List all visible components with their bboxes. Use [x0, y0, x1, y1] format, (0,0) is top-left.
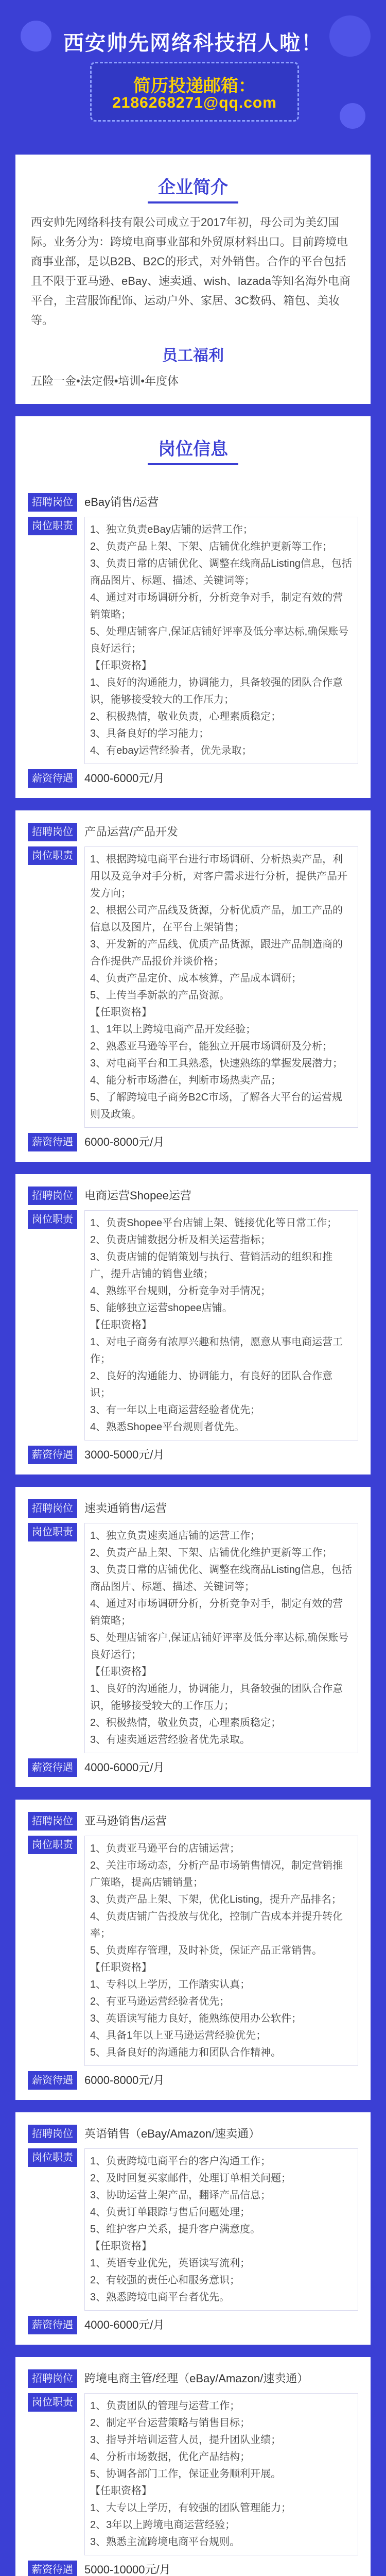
job-duty-text: 1、独立负责速卖通店铺的运营工作； 2、负责产品上架、下架、店铺优化维护更新等工作； 3、负责日常的店铺优化、调整在线商品Listing信息，包括商品图片、标题、描述、关键词等； 4、通过对市场调研分析，分析竞争对手，制定有效的营销策略； 5、处理店铺客户,保证店铺好评率及低分率达标,确保账号良好运行； 【任职资格】 1、良好的沟通能力，协调能力，具备较强的团队合作意识，能够接受较大的工作压力； 2、积极热情，敬业负责，心理素质稳定； 3、有速卖通运营经验者优先录取。	[84, 1523, 358, 1753]
mail-label: 简历投递邮箱：	[133, 76, 256, 96]
job-card	[15, 481, 371, 798]
job-duty-text: 1、根据跨境电商平台进行市场调研、分析热卖产品，利用以及竞争对手分析，对客户需求进行分析，提供产品开发方向； 2、根据公司产品线及货源，分析优质产品，加工产品的信息以及图片，在平台上架销售； 3、开发新的产品线、优质产品货源，跟进产品制造商的合作提供产品报价并谈价格； 4、负责产品定价、成本核算，产品成本调研； 5、上传当季新款的产品资源。 【任职资格】 1、1年以上跨境电商产品开发经验； 2、熟悉亚马逊等平台，能独立开展市场调研及分析； 3、对电商平台和工具熟悉，快速熟练的掌握发展潜力； 4、能分析市场潜在，判断市场热卖产品； 5、了解跨境电子商务B2C市场，了解各大平台的运营规则及政策。	[84, 846, 358, 1128]
job-name-tag: 招聘岗位	[28, 1812, 77, 1831]
job-name-value: 亚马逊销售/运营	[84, 1815, 167, 1827]
welfare-title: 员工福利	[162, 347, 224, 364]
job-salary-value: 4000-6000元/月	[84, 2318, 165, 2331]
job-salary-tag: 薪资待遇	[28, 2561, 77, 2576]
job-duty-tag: 岗位职责	[28, 1836, 77, 1854]
job-duty-text: 1、负责团队的管理与运营工作； 2、制定平台运营策略与销售目标； 3、指导并培训运营人员，提升团队业绩； 4、分析市场数据，优化产品结构； 5、协调各部门工作，保证业务顺利开展。 【任职资格】 1、大专以上学历，有较强的团队管理能力； 2、3年以上跨境电商运营经验； 3、熟悉主流跨境电商平台规则。	[84, 2393, 358, 2555]
divider	[0, 1787, 386, 1800]
job-name-value: 英语销售（eBay/Amazon/速卖通）	[84, 2127, 260, 2140]
mail-box	[90, 62, 299, 122]
divider	[0, 1162, 386, 1174]
divider	[0, 1475, 386, 1487]
job-card	[15, 1174, 371, 1475]
job-duty-text: 1、负责亚马逊平台的店铺运营； 2、关注市场动态，分析产品市场销售情况，制定营销推广策略，提高店铺销量； 3、负责产品上架、下架，优化Listing，提升产品排名； 4、负责店铺广告投放与优化，控制广告成本并提升转化率； 5、负责库存管理，及时补货，保证产品正常销售。 【任职资格】 1、专科以上学历，工作踏实认真； 2、有亚马逊运营经验者优先； 3、英语读写能力良好，能熟练使用办公软件； 4、具备1年以上亚马逊运营经验优先； 5、具备良好的沟通能力和团队合作精神。	[84, 1836, 358, 2066]
decor-circle	[340, 103, 365, 129]
jobs-title: 岗位信息	[148, 435, 238, 465]
jobs-header-card	[15, 416, 371, 481]
job-duty-tag: 岗位职责	[28, 1523, 77, 1541]
job-salary-value: 6000-8000元/月	[84, 2074, 165, 2087]
job-salary-value: 4000-6000元/月	[84, 772, 165, 785]
job-duty-tag: 岗位职责	[28, 2393, 77, 2412]
job-name-value: 跨境电商主管/经理（eBay/Amazon/速卖通）	[84, 2372, 309, 2385]
job-name-tag: 招聘岗位	[28, 823, 77, 841]
job-name-value: 速卖通销售/运营	[84, 1502, 167, 1515]
job-card	[15, 810, 371, 1162]
job-name-value: eBay销售/运营	[84, 496, 159, 509]
mail-value[interactable]: 2186268271@qq.com	[112, 94, 277, 111]
job-duty-tag: 岗位职责	[28, 517, 77, 535]
job-duty-tag: 岗位职责	[28, 1210, 77, 1229]
job-name-tag: 招聘岗位	[28, 493, 77, 512]
job-card	[15, 2112, 371, 2345]
job-salary-value: 4000-6000元/月	[84, 1761, 165, 1774]
job-name-tag: 招聘岗位	[28, 1187, 77, 1205]
job-salary-tag: 薪资待遇	[28, 1133, 77, 1151]
intro-title: 企业简介	[148, 173, 238, 204]
job-duty-text: 1、独立负责eBay店铺的运营工作； 2、负责产品上架、下架、店铺优化维护更新等工作； 3、负责日常的店铺优化、调整在线商品Listing信息，包括商品图片、标题、描述、关键词等； 4、通过对市场调研分析，分析竞争对手，制定有效的营销策略； 5、处理店铺客户,保证店铺好评率及低分率达标,确保账号良好运行； 【任职资格】 1、良好的沟通能力，协调能力，具备较强的团队合作意识，能够接受较大的工作压力； 2、积极热情，敬业负责，心理素质稳定； 3、具备良好的学习能力； 4、有ebay运营经验者，优先录取；	[84, 517, 358, 764]
job-duty-text: 1、负责跨境电商平台的客户沟通工作； 2、及时回复买家邮件，处理订单相关问题； 3、协助运营上架产品，翻译产品信息； 4、负责订单跟踪与售后问题处理； 5、维护客户关系，提升客户满意度。 【任职资格】 1、英语专业优先，英语读写流利； 2、有较强的责任心和服务意识； 3、熟悉跨境电商平台者优先。	[84, 2148, 358, 2311]
job-card	[15, 2357, 371, 2576]
job-card	[15, 1800, 371, 2100]
job-duty-text: 1、负责Shopee平台店铺上架、链接优化等日常工作； 2、负责店铺数据分析及相关运营指标； 3、负责店铺的促销策划与执行、营销活动的组织和推广，提升店铺的销售业绩； 4、熟练平台规则，分析竞争对手情况； 5、能够独立运营shopee店铺。 【任职资格】 1、对电子商务有浓厚兴趣和热情，愿意从事电商运营工作； 2、良好的沟通能力、协调能力，有良好的团队合作意识； 3、有一年以上电商运营经验者优先； 4、熟悉Shopee平台规则者优先。	[84, 1210, 358, 1440]
job-salary-value: 3000-5000元/月	[84, 1448, 165, 1461]
job-name-value: 产品运营/产品开发	[84, 825, 179, 838]
divider	[0, 2100, 386, 2112]
job-card	[15, 1487, 371, 1787]
hero-title: 西安帅先网络科技招人啦！	[63, 32, 323, 55]
job-name-tag: 招聘岗位	[28, 2125, 77, 2143]
job-duty-tag: 岗位职责	[28, 2148, 77, 2167]
jobs-list	[0, 481, 386, 2576]
job-salary-tag: 薪资待遇	[28, 1758, 77, 1777]
intro-text: 西安帅先网络科技有限公司成立于2017年初，母公司为美幻国际。业务分为：跨境电商事业部和外贸原材料出口。目前跨境电商事业部，是以B2B、B2C的形式，对外销售。合作的平台包括且不限于亚马逊、eBay、速卖通、wish、lazada等知名海外电商平台，主营服饰配饰、运动户外、家居、3C数码、箱包、美妆等。	[31, 216, 350, 327]
job-salary-value: 6000-8000元/月	[84, 1136, 165, 1148]
job-salary-tag: 薪资待遇	[28, 769, 77, 788]
divider	[0, 2345, 386, 2357]
job-salary-tag: 薪资待遇	[28, 2071, 77, 2090]
hero-banner	[0, 0, 386, 155]
job-name-value: 电商运营Shopee运营	[84, 1189, 191, 1202]
welfare-text: 五险一金•法定假•培训•年度体	[31, 375, 179, 387]
intro-card	[15, 155, 371, 404]
job-name-tag: 招聘岗位	[28, 1499, 77, 1518]
job-duty-tag: 岗位职责	[28, 846, 77, 865]
job-name-tag: 招聘岗位	[28, 2369, 77, 2388]
divider	[0, 404, 386, 416]
job-salary-tag: 薪资待遇	[28, 2316, 77, 2334]
job-salary-value: 5000-10000元/月	[84, 2563, 171, 2576]
divider	[0, 798, 386, 810]
job-salary-tag: 薪资待遇	[28, 1446, 77, 1464]
